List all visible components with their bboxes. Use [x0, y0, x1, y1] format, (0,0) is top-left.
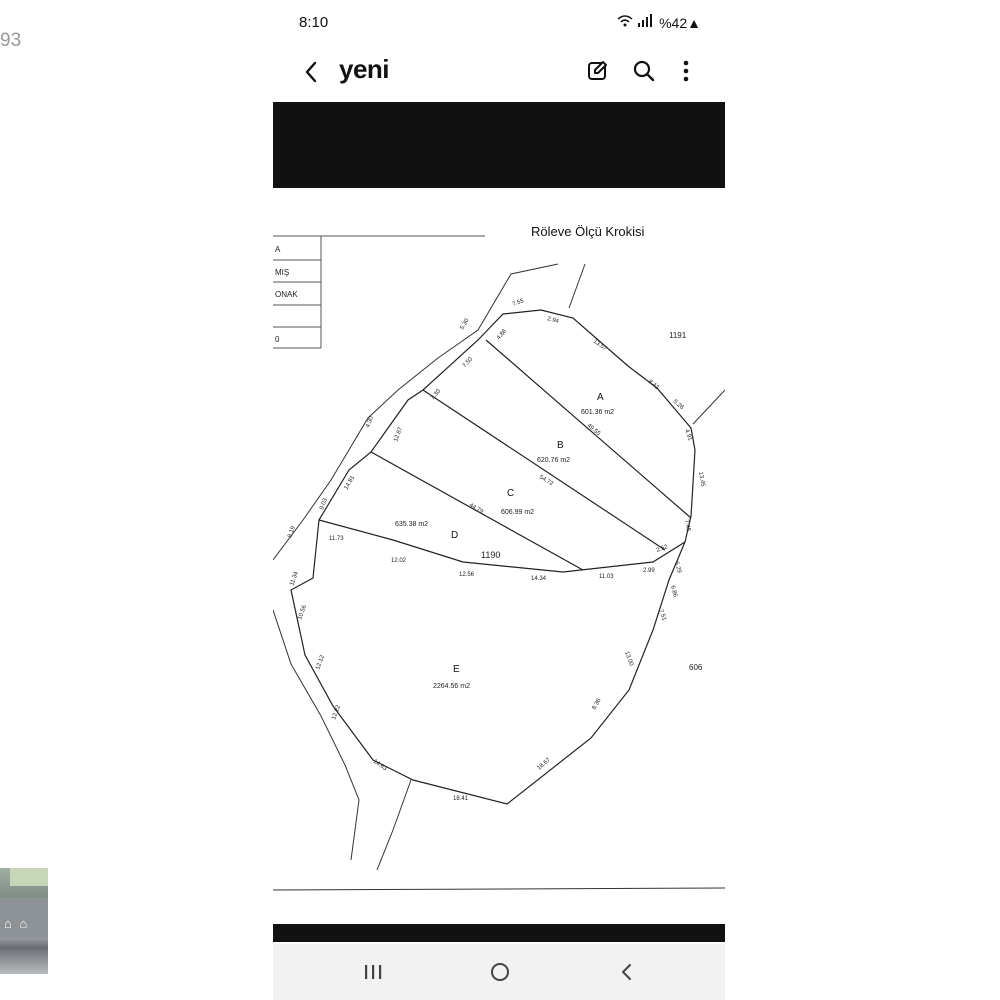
dim-d-1: 11.73 — [329, 536, 344, 542]
home-button[interactable] — [480, 956, 520, 988]
dim-e-4: 12.22 — [331, 704, 343, 721]
dim-inner-2: 44.79 — [468, 502, 485, 516]
redacted-header-band — [273, 102, 725, 188]
legend-row-1: A — [275, 245, 281, 254]
dim-top-4: 4.91 — [683, 428, 693, 442]
dim-inner-1: 49.55 — [585, 422, 602, 438]
phone-screen — [273, 0, 725, 1000]
neighbor-label-1191: 1191 — [669, 331, 687, 340]
parcel-b-area: 620.76 m2 — [537, 457, 571, 464]
dim-top-5: 2.94 — [546, 316, 560, 325]
recent-apps-button[interactable] — [353, 956, 393, 988]
dim-e-6: 10.56 — [297, 604, 309, 621]
dim-right-2: 7.45 — [683, 519, 691, 532]
parcel-a-area: 601.36 m2 — [581, 409, 615, 416]
more-options-button[interactable] — [669, 54, 703, 88]
dim-right-7: 8.36 — [591, 697, 603, 711]
battery-level: %42▲ — [659, 14, 701, 31]
status-time: 8:10 — [299, 14, 329, 31]
dim-top-2: 8.42 — [646, 378, 660, 392]
legend-table — [273, 236, 485, 348]
parcel-a-label: A — [597, 392, 604, 403]
neighbor-label-1190: 1190 — [481, 550, 501, 560]
thumbnail-glyph: ⌂ ⌂ — [4, 916, 30, 931]
dim-d-4: 14.34 — [531, 576, 547, 582]
parcel-b-label: B — [557, 440, 564, 451]
redacted-footer-band — [273, 924, 725, 942]
dim-right-5: 7.51 — [657, 608, 667, 622]
background-thumbnail-image[interactable] — [0, 868, 48, 974]
dim-d-6: 2.99 — [643, 568, 655, 574]
dim-e-5: 12.12 — [315, 654, 327, 671]
sketch-title: Röleve Ölçü Krokisi — [531, 224, 645, 239]
parcel-e-label: E — [453, 664, 460, 675]
thumbnail-sky — [10, 868, 48, 886]
more-icon — [682, 59, 690, 83]
edit-button[interactable] — [581, 54, 615, 88]
back-button[interactable] — [295, 54, 327, 90]
legend-row-3: ONAK — [275, 290, 298, 299]
dim-top-10: 5.30 — [459, 317, 471, 331]
dim-left-3: 8.19 — [287, 525, 297, 539]
search-icon — [632, 59, 656, 83]
dim-top-8: 7.50 — [461, 356, 475, 370]
document-image[interactable] — [273, 190, 725, 920]
dim-top-1: 13.57 — [591, 338, 608, 353]
dim-top-6: 7.55 — [511, 298, 525, 308]
status-icons — [616, 14, 701, 31]
back-icon — [303, 60, 319, 84]
back-nav-icon — [620, 962, 634, 982]
dim-d-3: 12.56 — [459, 572, 475, 578]
page-title: yeni — [339, 54, 390, 84]
app-bar — [273, 46, 725, 100]
background-page-text: 93 — [0, 30, 22, 51]
recent-apps-icon — [362, 963, 384, 981]
dim-top-7: 4.88 — [495, 328, 509, 342]
dim-top-9: 7.30 — [429, 388, 443, 402]
wifi-signal-icon — [616, 14, 654, 31]
dim-right-1: 13.45 — [697, 471, 706, 488]
dim-d-2: 12.02 — [391, 558, 407, 564]
dim-right-4: 6.86 — [669, 584, 678, 598]
legend-row-2: MIŞ — [275, 268, 290, 277]
dim-d-5: 11.03 — [599, 574, 614, 580]
dim-right-6: 13.00 — [623, 650, 634, 667]
dim-inner-3: 54.72 — [538, 474, 555, 488]
home-icon — [489, 961, 511, 983]
dim-top-3: 5.26 — [671, 398, 685, 412]
dim-left-1: 14.81 — [343, 474, 357, 491]
parcel-c-area: 606.99 m2 — [501, 509, 535, 516]
parcel-e-area: 2264.56 m2 — [433, 683, 470, 690]
status-bar — [273, 0, 725, 46]
parcel-d-area: 635.38 m2 — [395, 521, 429, 528]
legend-row-5: 0 — [275, 335, 280, 344]
neighbor-label-606: 606 — [689, 663, 703, 672]
dim-e-2: 18.41 — [453, 796, 469, 802]
dim-left-4: 12.87 — [393, 426, 405, 443]
dim-e-7: 11.34 — [289, 570, 300, 587]
dim-e-1: 18.67 — [536, 757, 552, 772]
navigation-bar — [273, 944, 725, 1000]
terrain-lines — [273, 264, 725, 890]
dim-left-2: 9.03 — [319, 497, 329, 511]
dim-inner-4: 2.52 — [655, 544, 669, 554]
dim-left-5: 4.30 — [365, 415, 375, 429]
edit-icon — [586, 59, 610, 83]
dim-right-3: 6.29 — [673, 560, 682, 574]
parcel-c-label: C — [507, 488, 515, 499]
parcel-d-label: D — [451, 530, 459, 541]
back-nav-button[interactable] — [607, 956, 647, 988]
dim-e-3: 14.63 — [371, 758, 388, 773]
search-button[interactable] — [627, 54, 661, 88]
